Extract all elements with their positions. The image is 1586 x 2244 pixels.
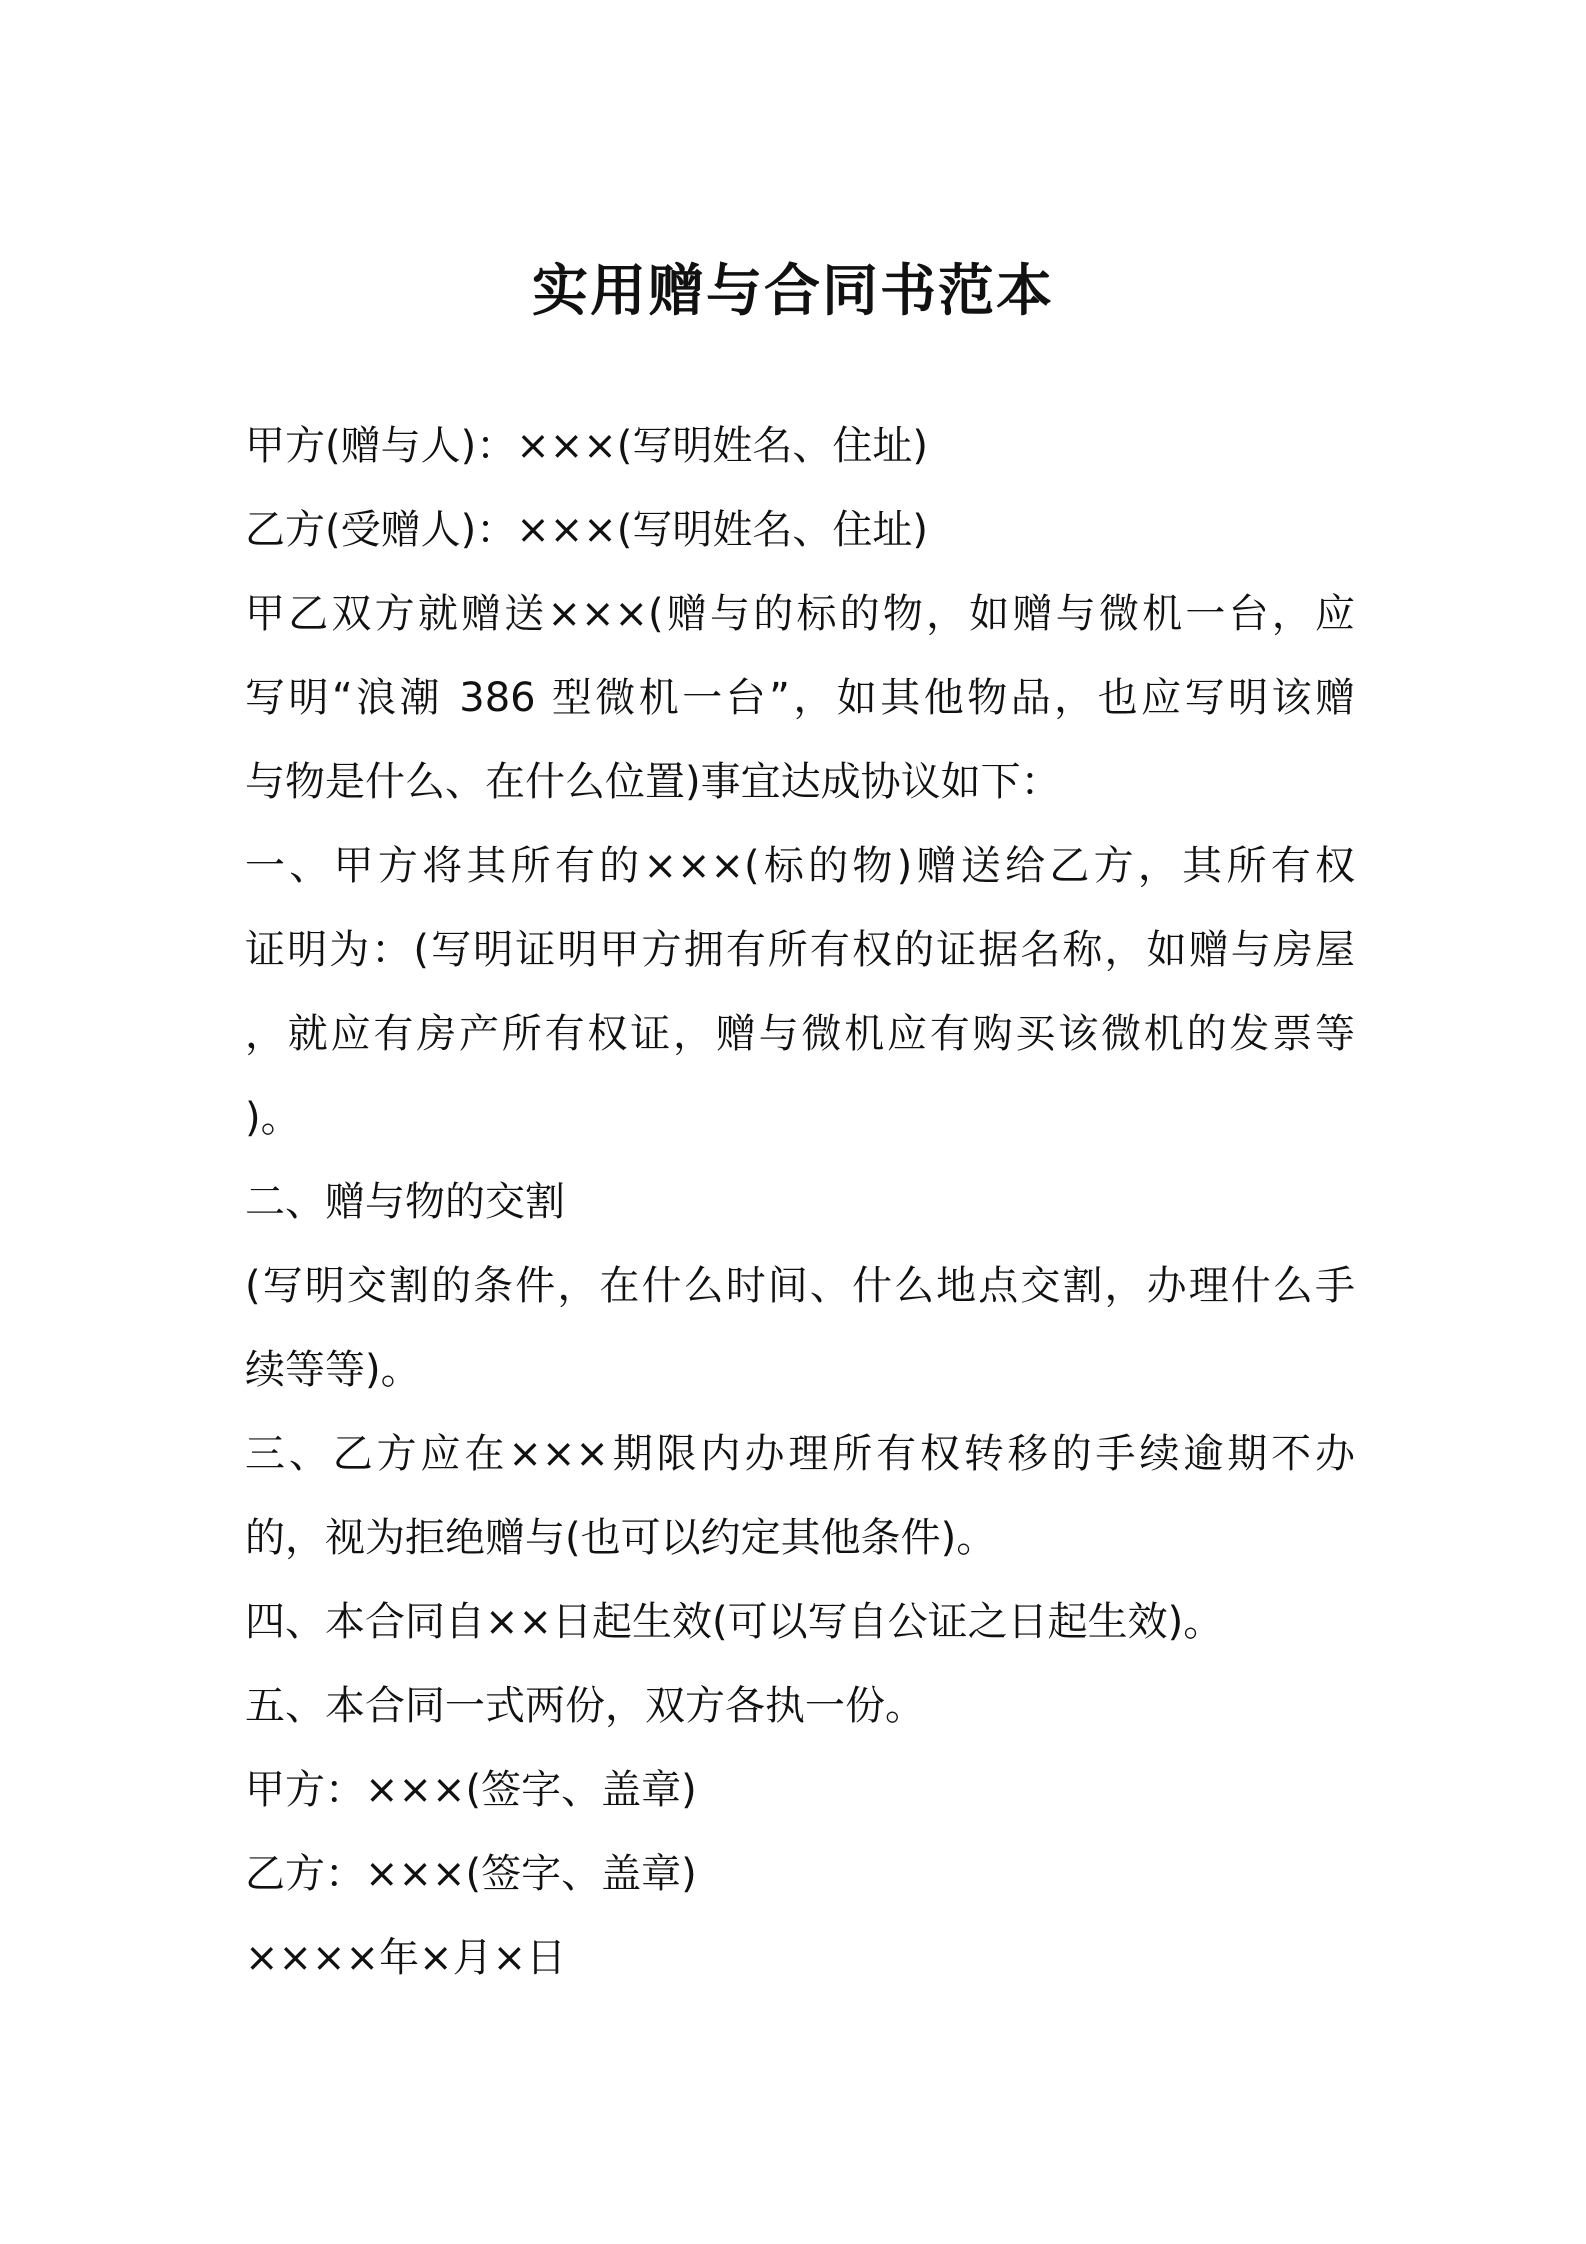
date-line: ××××年×月×日 [245,1935,567,1981]
clause-1-line-4: )。 [245,1095,301,1141]
clause-4-line: 四、本合同自××日起生效(可以写自公证之日起生效)。 [245,1599,1224,1645]
clause-1-line-2: 证明为：(写明证明甲方拥有所有权的证据名称，如赠与房屋 [245,927,1355,973]
clause-3-line-1: 三、乙方应在×××期限内办理所有权转移的手续逾期不办 [245,1431,1355,1477]
document-title: 实用赠与合同书范本 [532,259,1054,324]
party-b-line: 乙方(受赠人)：×××(写明姓名、住址) [245,507,928,553]
clause-5-line: 五、本合同一式两份，双方各执一份。 [245,1683,925,1729]
document-body [245,404,1355,2000]
clause-2-heading: 二、赠与物的交割 [245,1179,565,1225]
preamble-line-1: 甲乙双方就赠送×××(赠与的标的物，如赠与微机一台，应 [245,591,1355,637]
clause-3-line-2: 的，视为拒绝赠与(也可以约定其他条件)。 [245,1515,997,1561]
preamble-line-2: 写明“浪潮 386 型微机一台”，如其他物品，也应写明该赠 [245,675,1355,721]
clause-1-line-3: ，就应有房产所有权证，赠与微机应有购买该微机的发票等 [245,1011,1355,1057]
preamble-line-3: 与物是什么、在什么位置)事宜达成协议如下： [245,759,1061,805]
party-a-line: 甲方(赠与人)：×××(写明姓名、住址) [245,423,928,469]
party-a-signature-line: 甲方：×××(签字、盖章) [245,1767,697,1813]
clause-2-line-1: (写明交割的条件，在什么时间、什么地点交割，办理什么手 [245,1263,1355,1309]
clause-2-line-2: 续等等)。 [245,1347,421,1393]
party-b-signature-line: 乙方：×××(签字、盖章) [245,1851,697,1897]
clause-1-line-1: 一、甲方将其所有的×××(标的物)赠送给乙方，其所有权 [245,843,1355,889]
